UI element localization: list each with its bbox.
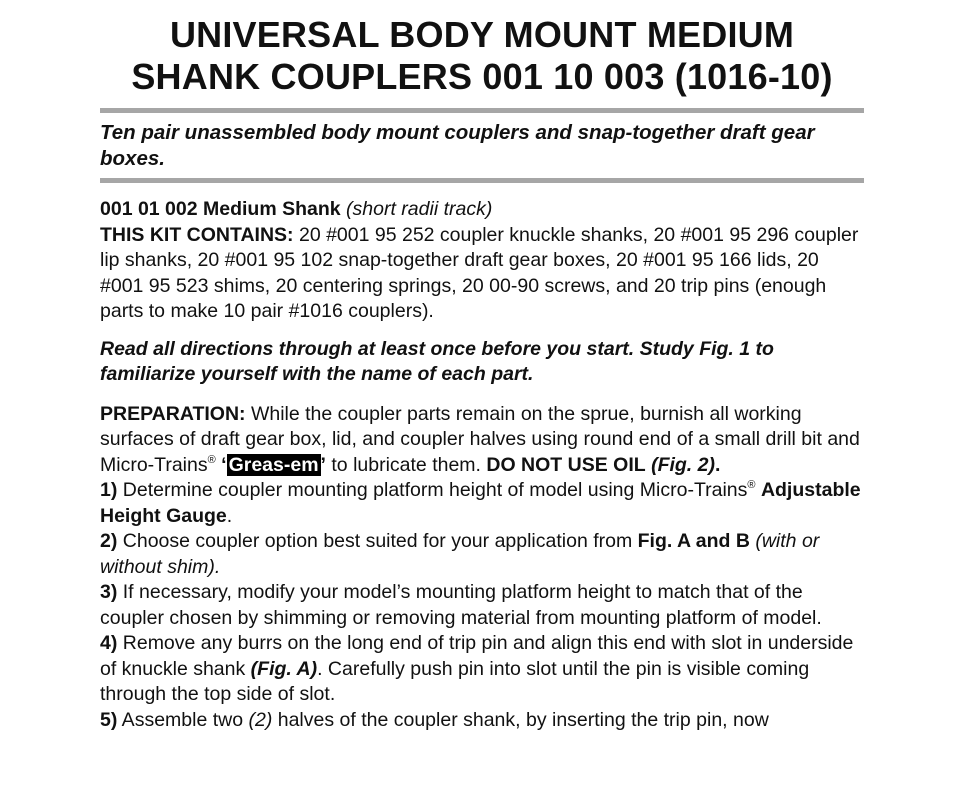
step-5 (100, 708, 864, 734)
greas-em-highlight: Greas-em (228, 453, 319, 476)
title-line-1: UNIVERSAL BODY MOUNT MEDIUM (169, 14, 795, 55)
preparation-end: . (714, 453, 721, 476)
step-text: Determine coupler mounting platform height of model using Micro-Trains (117, 479, 748, 501)
fig-a-reference: (Fig. A) (250, 657, 318, 680)
step-count: (2) (248, 708, 273, 731)
step-text: If necessary, modify your model’s mounting platform height to match that of the coupler chosen by shimming or removing material from mounting platform of model. (100, 581, 822, 629)
registered-mark: ® (207, 453, 216, 466)
registered-mark: ® (747, 479, 756, 491)
step-number: 4) (100, 632, 118, 654)
shim-note: (with or without shim) (100, 530, 820, 578)
preparation-label: PREPARATION: (100, 402, 246, 425)
step-end: . (226, 504, 233, 527)
step-4 (100, 631, 864, 708)
quote-open: ‘ (215, 453, 227, 476)
subtitle-divider (100, 178, 864, 183)
fig-a-b-reference: Fig. A and B (637, 530, 750, 552)
part-number-line (100, 197, 864, 223)
kit-text: 20 #001 95 252 coupler knuckle shanks, 20 #001 95 296 coupler lip shanks, 20 #001 95 102 snap-together draft gear boxes, 20 #001 95 166 lids, 20 #001 95 523 shims, 20 centering springs, 20 00-90 screws, and 20 trip pins (enough parts to make 10 pair #1016 couplers). (100, 223, 859, 322)
step-number: 1) (100, 479, 118, 501)
instruction-sheet (100, 14, 864, 733)
top-divider (100, 108, 864, 113)
part-label: 001 01 002 Medium Shank (100, 198, 341, 220)
step-number: 5) (100, 708, 118, 731)
step-1 (100, 478, 864, 529)
step-text-2: . Carefully push pin into slot until the pin is visible coming through the top side of slot. (100, 657, 810, 705)
part-note: (short radii track) (346, 198, 493, 220)
page-title (100, 14, 864, 98)
read-directions-note: Read all directions through at least once before you start. Study Fig. 1 to familiarize yourself with the name of each part. (100, 337, 774, 385)
preparation-paragraph (100, 402, 864, 479)
step-2 (100, 529, 864, 580)
kit-label: THIS KIT CONTAINS: (100, 223, 294, 246)
step-number: 2) (100, 530, 118, 552)
kit-contents (100, 223, 864, 325)
subtitle: Ten pair unassembled body mount couplers and snap-together draft gear boxes. (100, 121, 815, 170)
height-gauge-label: Adjustable Height Gauge (100, 479, 861, 527)
step-text: Assemble two (117, 708, 249, 731)
fig-2-reference: (Fig. 2) (645, 453, 715, 476)
step-3 (100, 580, 864, 631)
no-oil-warning: DO NOT USE OIL (486, 453, 646, 476)
preparation-text-2: to lubricate them. (325, 453, 487, 476)
quote-close: ’ (320, 453, 326, 476)
step-text: Choose coupler option best suited for your application from (117, 530, 638, 552)
step-end: . (214, 555, 221, 578)
title-line-2: SHANK COUPLERS 001 10 003 (1016-10) (131, 56, 833, 97)
step-text-2: halves of the coupler shank, by inserting the trip pin, now (272, 708, 769, 731)
step-number: 3) (100, 581, 118, 603)
step-text: Remove any burrs on the long end of trip pin and align this end with slot in underside of knuckle shank (100, 632, 854, 680)
preparation-text-1: While the coupler parts remain on the sprue, burnish all working surfaces of draft gear box, lid, and coupler halves using round end of a small drill bit and Micro-Trains (100, 402, 860, 476)
